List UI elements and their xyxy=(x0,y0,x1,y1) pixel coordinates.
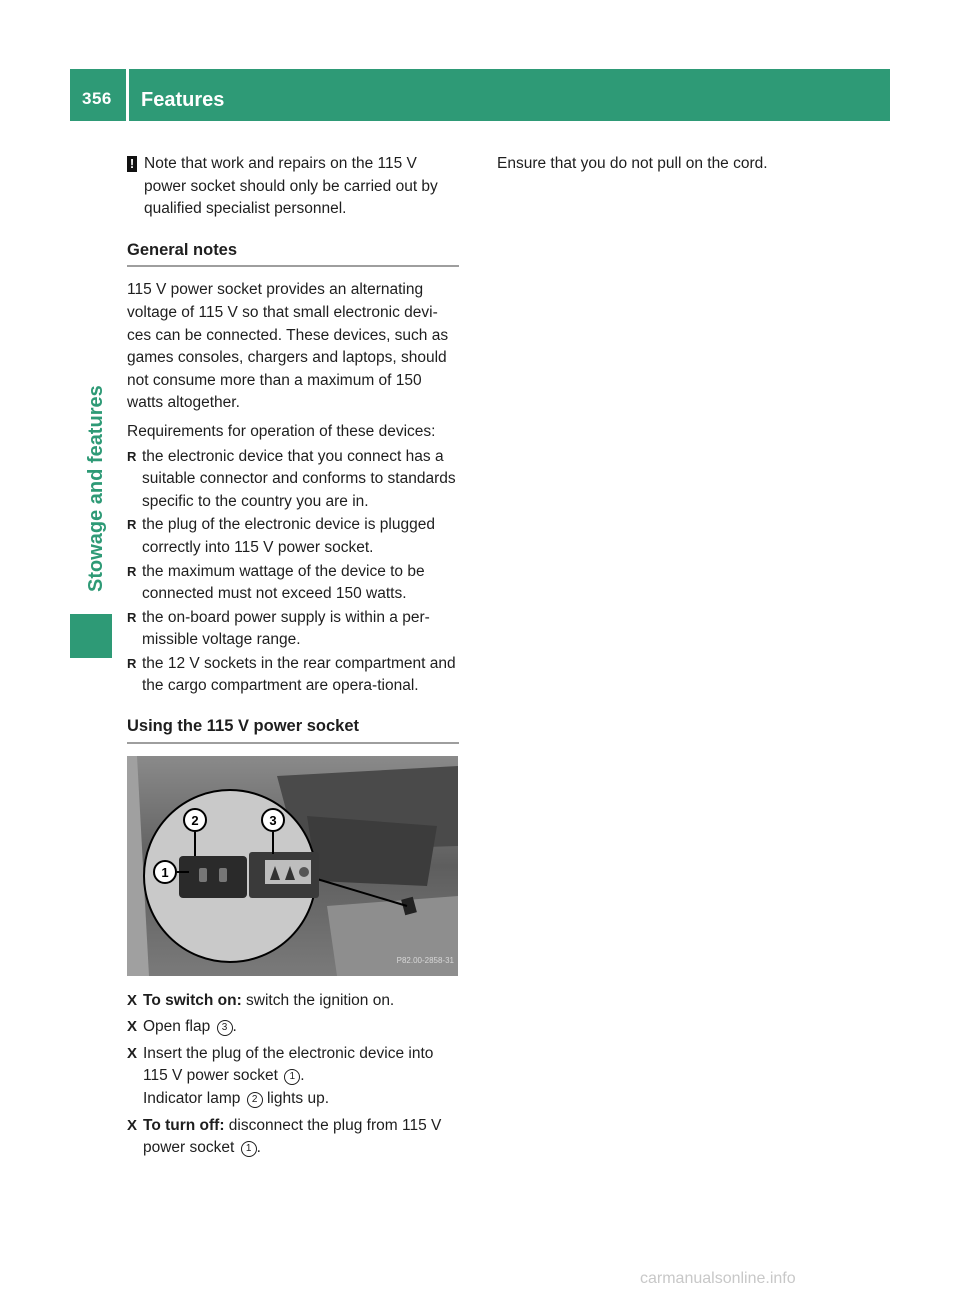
step-marker-icon: X xyxy=(127,991,138,1009)
step-open-flap: X Open flap 3 . xyxy=(127,1016,459,1039)
step-marker-icon: X xyxy=(127,1044,138,1062)
figure-callout-3: 3 xyxy=(269,812,277,828)
instruction-steps xyxy=(127,990,459,1160)
step-switch-on: X To switch on: switch the ignition on. xyxy=(127,990,459,1013)
figure-callout-1: 1 xyxy=(161,864,169,880)
bullet-icon: R xyxy=(127,563,137,579)
step-marker-icon: X xyxy=(127,1018,138,1036)
section-heading-using-socket: Using the 115 V power socket xyxy=(127,715,459,744)
cord-warning-text: Ensure that you do not pull on the cord. xyxy=(497,155,768,172)
page-number: 356 xyxy=(82,89,112,108)
section-heading-general-notes: General notes xyxy=(127,239,459,268)
power-socket-illustration xyxy=(127,756,458,976)
bullet-icon: R xyxy=(127,609,137,625)
side-tab-block xyxy=(70,614,112,658)
reference-1-icon: 1 xyxy=(241,1141,257,1157)
header-divider xyxy=(126,69,129,121)
reference-2-icon: 2 xyxy=(247,1092,263,1108)
power-socket-figure-svg xyxy=(127,756,458,976)
bullet-icon: R xyxy=(127,655,137,671)
reference-1-icon: 1 xyxy=(284,1069,300,1085)
watermark-text: carmanualsonline.info xyxy=(640,1270,796,1287)
general-notes-paragraph: 115 V power socket provides an alternating voltage of 115 V so that small electronic devi-ces can be connected. These devices, such as games consoles, chargers and laptops, should not consume more than a maximum of 150 watts altogether. xyxy=(127,281,449,412)
bullet-icon: R xyxy=(127,517,137,533)
reference-3-icon: 3 xyxy=(217,1020,233,1036)
step-marker-icon: X xyxy=(127,1116,138,1134)
figure-code: P82.00-2858-31 xyxy=(396,956,454,966)
list-item: R the on-board power supply is within a per-missible voltage range. xyxy=(127,608,430,649)
warning-icon: ! xyxy=(127,156,137,172)
warning-text: Note that work and repairs on the 115 V power socket should only be carried out by qualified specialist personnel. xyxy=(144,155,438,218)
step-turn-off: X To turn off: disconnect the plug from 115 V power socket 1 . xyxy=(127,1116,442,1157)
bullet-icon: R xyxy=(127,448,137,464)
list-item: R the electronic device that you connect has a suitable connector and conforms to standards specific to the country you are in. xyxy=(127,447,456,510)
list-item: R the 12 V sockets in the rear compartment and the cargo compartment are opera-tional. xyxy=(127,654,456,695)
list-item: R the maximum wattage of the device to be connected must not exceed 150 watts. xyxy=(127,562,425,603)
figure-callout-2: 2 xyxy=(191,812,199,828)
warning-note xyxy=(127,153,459,221)
requirements-intro: Requirements for operation of these devices: xyxy=(127,422,436,440)
right-column xyxy=(497,153,837,176)
page-title: Features xyxy=(141,89,225,111)
step-insert-plug: X Insert the plug of the electronic device into 115 V power socket 1 . Indicator lamp 2 lights up. xyxy=(127,1044,434,1108)
list-item: R the plug of the electronic device is plugged correctly into 115 V power socket. xyxy=(127,516,435,556)
requirements-list xyxy=(127,446,459,699)
left-column xyxy=(127,153,459,1160)
side-tab-label: Stowage and features xyxy=(85,385,107,592)
